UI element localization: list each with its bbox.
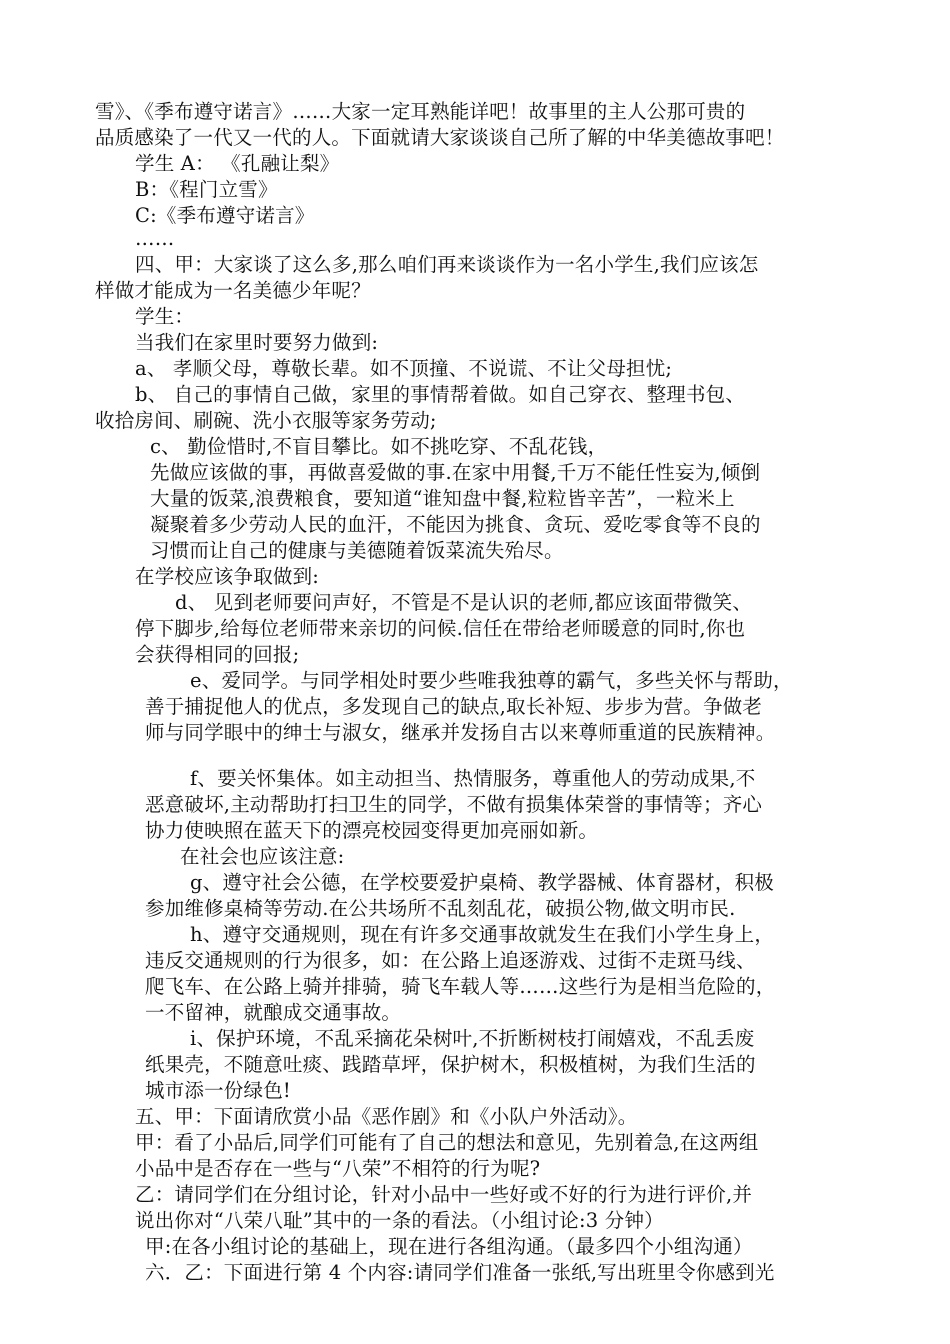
text-line: 五、甲：下面请欣赏小品《恶作剧》和《小队户外活动》。	[135, 1105, 638, 1128]
text-line: ……	[135, 227, 175, 250]
text-line: 大量的饭菜,浪费粮食，要知道“谁知盘中餐,粒粒皆辛苦”，一粒米上	[150, 487, 735, 510]
text-line: 习惯而让自己的健康与美德随着饭菜流失殆尽。	[150, 539, 564, 562]
text-line: 乙：请同学们在分组讨论，针对小品中一些好或不好的行为进行评价,并	[135, 1183, 753, 1206]
text-line: 善于捕捉他人的优点，多发现自己的缺点,取长补短、步步为营。争做老	[145, 695, 763, 718]
text-line: 说出你对“八荣八耻”其中的一条的看法。（小组讨论:3 分钟）	[135, 1209, 664, 1232]
text-line: 六．乙：下面进行第 4 个内容:请同学们准备一张纸,写出班里令你感到光	[145, 1261, 775, 1284]
text-line: c、 勤俭惜时,不盲目攀比。如不挑吃穿、不乱花钱，	[150, 435, 608, 458]
text-line: 城市添一份绿色!	[145, 1079, 291, 1102]
text-line: 纸果壳，不随意吐痰、践踏草坪，保护树木，积极植树，为我们生活的	[145, 1053, 756, 1076]
text-line: 甲：看了小品后,同学们可能有了自己的想法和意见，先别着急,在这两组	[135, 1131, 759, 1154]
text-line: 会获得相同的回报;	[135, 643, 300, 666]
text-line: 品质感染了一代又一代的人。下面就请大家谈谈自己所了解的中华美德故事吧！	[95, 126, 785, 149]
text-line: 违反交通规则的行为很多，如：在公路上追逐游戏、过街不走斑马线、	[145, 949, 756, 972]
text-line: 协力使映照在蓝天下的漂亮校园变得更加亮丽如新。	[145, 819, 599, 842]
text-line: 先做应该做的事，再做喜爱做的事.在家中用餐,千万不能任性妄为,倾倒	[150, 461, 761, 484]
text-line: 四、甲：大家谈了这么多,那么咱们再来谈谈作为一名小学生,我们应该怎	[135, 253, 759, 276]
text-line: d、 见到老师要问声好，不管是不是认识的老师,都应该面带微笑、	[175, 591, 753, 614]
text-line: 凝聚着多少劳动人民的血汗，不能因为挑食、贪玩、爱吃零食等不良的	[150, 513, 761, 536]
text-line: b、 自己的事情自己做，家里的事情帮着做。如自己穿衣、整理书包、	[135, 383, 746, 406]
text-line: h、遵守交通规则，现在有许多交通事故就发生在我们小学生身上，	[190, 923, 775, 946]
text-line: 恶意破坏,主动帮助打扫卫生的同学，不做有损集体荣誉的事情等；齐心	[145, 793, 763, 816]
text-line: 甲:在各小组讨论的基础上，现在进行各组沟通。（最多四个小组沟通）	[145, 1235, 753, 1258]
text-line: i、保护环境，不乱采摘花朵树叶,不折断树枝打闹嬉戏，不乱丢废	[190, 1027, 755, 1050]
text-line: 师与同学眼中的绅士与淑女，继承并发扬自古以来尊师重道的民族精神。	[145, 721, 776, 744]
text-line: 停下脚步,给每位老师带来亲切的问候.信任在带给老师暖意的同时,你也	[135, 617, 746, 640]
text-line: 一不留神，就酿成交通事故。	[145, 1001, 402, 1024]
text-line: 参加维修桌椅等劳动.在公共场所不乱刻乱花，破损公物,做文明市民.	[145, 897, 736, 920]
text-line: B：《程门立雪》	[135, 178, 278, 201]
text-line: g、遵守社会公德，在学校要爱护桌椅、教学器械、体育器材，积极	[190, 871, 774, 894]
text-line: e、爱同学。与同学相处时要少些唯我独尊的霸气，多些关怀与帮助，	[190, 669, 793, 692]
text-line: C:《季布遵守诺言》	[135, 204, 315, 227]
text-line: 在学校应该争取做到:	[135, 565, 320, 588]
text-line: 雪》、《季布遵守诺言》……大家一定耳熟能详吧！故事里的主人公那可贵的	[95, 100, 746, 123]
text-line: a、 孝顺父母，尊敬长辈。如不顶撞、不说谎、不让父母担忧;	[135, 357, 673, 380]
text-line: 在社会也应该注意:	[180, 845, 345, 868]
text-line: 爬飞车、在公路上骑并排骑，骑飞车载人等……这些行为是相当危险的，	[145, 975, 776, 998]
text-line: f、要关怀集体。如主动担当、热情服务，尊重他人的劳动成果,不	[190, 767, 756, 790]
text-line: 收拾房间、刷碗、洗小衣服等家务劳动;	[95, 409, 437, 432]
text-line: 小品中是否存在一些与“八荣”不相符的行为呢?	[135, 1157, 541, 1180]
text-line: 学生：	[135, 305, 195, 328]
text-line: 当我们在家里时要努力做到:	[135, 331, 379, 354]
text-line: 样做才能成为一名美德少年呢？	[95, 279, 371, 302]
text-line: 学生 A： 《孔融让梨》	[135, 152, 340, 175]
